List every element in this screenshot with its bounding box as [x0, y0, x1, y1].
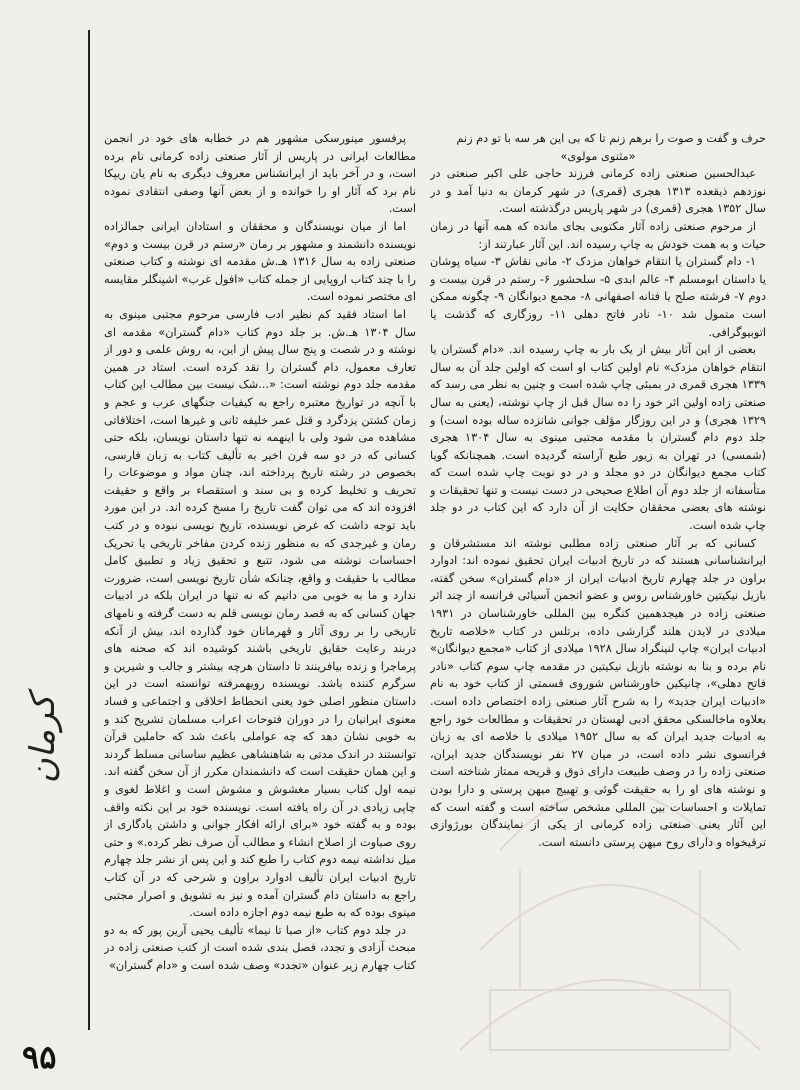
- text-column-left: [104, 130, 416, 1010]
- paragraph: اما از میان نویسندگان و محققان و استادان ایرانی جمالزاده نویسنده دانشمند و مشهور بر رمان «رستم در قرن بیست و دوم» صنعتی زاده به سال ۱۳۱۶ هـ.ش مقدمه ای نوشته و کتاب صنعتی را با چند کتاب اروپایی از جمله کتاب «افول غرب» اشپنگلر مقایسه ای مختصر نموده است.: [104, 219, 416, 304]
- paragraph: بعضی از این آثار بیش از یک بار به چاپ رسیده اند. «دام گستران یا انتقام خواهان مزدک» نام اولین کتاب او است که اولین جلد آن به سال ۱۳۳۹ هجری قمری در بمبئی چاپ شده است و چنین به نظر می رسد که صنعتی زاده اولین اثر خود را ده سال قبل از چاپ نوشته، (یعنی به سال ۱۳۲۹ هجری) و در این روزگار مؤلف جوانی شانزده ساله بوده است) و جلد دوم دام گستران با مقدمه مجتبی مینوی به سال ۱۳۰۴ هجری (شمسی) در تهران به زیور طبع آراسته گردیده است. همچنانکه گویا کتاب مجمع دیوانگان در دو مجلد و در دو نوبت چاپ شده است که متأسفانه از جلد دوم آن اطلاع صحیحی در دست نیست و تنها تحقیقات و نوشته های بعضی محققان حکایت از آن دارد که این کتاب در دو جلد چاپ شده است.: [430, 343, 766, 533]
- poem-source: «مثنوی مولوی»: [560, 149, 636, 163]
- text-column-right: [430, 130, 766, 1010]
- page-number: ۹۵: [22, 1038, 57, 1076]
- paragraph: پرفسور مینورسکی مشهور هم در خطابه های خود در انجمن مطالعات ایرانی در پاریس از آثار صنعتی زاده کرمانی نام برده است، و در آخر باید از ایرانشناس معروف دیگری به نام یان ریپکا نام برد که آثار او را خوانده و از بعض آنها وصفی انتقادی نموده است.: [104, 132, 416, 216]
- paragraph: اما استاد فقید کم نظیر ادب فارسی مرحوم مجتبی مینوی به سال ۱۳۰۴ هـ.ش. بر جلد دوم کتاب «دام گستران» مقدمه ای نوشته و در شصت و پنج سال پیش از این، به روش علمی و دور از تعارف معمول، دام گستران را نقد کرده است. استاد در همین مقدمه جلد دوم نوشته است: «...شک نیست بین مطالب این کتاب با آنچه در تواریخ معتبره راجع به کیفیات جنگهای عرب و عجم و زمان کشتن یزدگرد و قتل عمر خلیفه ثانی و غیرها است، اختلافاتی مشاهده می شود ولی با اینهمه نه تنها داستان نویسان، بلکه حتی کسانی که در دو سه قرن اخیر به تألیف کتاب به زبان فارسی، بخصوص در رشته تاریخ پرداخته اند، چنان مواد و موضوعات را تحریف و تخلیط کرده و بی سند و استقصاء بر واقع و حقیقت افزوده اند که می توان گفت تاریخ را مسخ کرده اند. در این مورد باید توجه داشت که غرض نویسنده، تاریخ نویسی نبوده و در کتب رمان و غیرجدی که به منظور زنده کردن مفاخر تاریخی یا تحریک احساسات نوشته می شود، تتبع و تحقیق زیاد و تطبیق کامل مطالب با حقیقت و واقع، چنانکه شأن تاریخ نویسی است، ضرورت ندارد و ما به خوبی می دانیم که نه تنها در ایران بلکه در ادبیات جهان کسانی که به قصد رمان نویسی قلم به دست گرفته و نامهای تاریخی را بر روی آثار و قهرمانان خود گذارده اند، بیش از آنکه دربند رعایت حقایق تاریخی باشند کوشیده اند که صحنه های پرماجرا و زنده بیافرینند تا داستان هرچه بیشتر و جالب و شیرین و سرگرم کننده باشد. نویسنده رویهمرفته توانسته است در این داستان منظور اصلی خود یعنی انحطاط اخلاقی و اجتماعی و فساد معنوی ایرانیان را در دوران فتوحات اعراب مسلمان تشریح کند و به خوبی نشان دهد که چه عواملی باعث شد که حاملین قرآن توانستند در اندک مدتی به شاهنشاهی عظیم ساسانی مسلط گردند و این همان حقیقت است که دانشمندان مکرر از آن سخن گفته اند. نیمه اول کتاب بسیار مغشوش و مشوش است و اغلاط لغوی و چاپی زیادی در آن راه یافته است. نویسنده خود بر این نکته واقف بوده و به گفته خود «برای ارائه افکار جوانی و داشتن یادگاری از روی صباوت از اصلاح انشاء و مطالب آن صرف نظر کرده.» و حتی میل نداشته نیمه دوم کتاب را طبع کند و این پس از نشر جلد چهارم تاریخ ادبیات ایران تألیف ادوارد براون و شرحی که در آن کتاب راجع به داستان دام گستران آمده و نیز به تشویق و اصرار مجتبی مینوی بوده که به طبع نیمه دوم اجازه داده است.: [104, 307, 416, 920]
- vertical-rule: [88, 30, 90, 1030]
- paragraph: در جلد دوم کتاب «از صبا تا نیما» تألیف یحیی آرین پور که به دو مبحث آزادی و تجدد، فصل بندی شده است از کتب صنعتی زاده در کتاب چهارم زیر عنوان «تجدد» وصف شده است و «دام گستران»: [104, 923, 416, 972]
- paragraph: کسانی که بر آثار صنعتی زاده مطلبی نوشته اند مستشرقان و ایرانشناسانی هستند که در تاریخ ادبیات ایران تحقیق نموده اند: ادوارد براون در جلد چهارم تاریخ ادبیات ایران از «دام گستران» سخن گفته، بازیل نیکیتین خاورشناس روس و عضو انجمن آسیائی فرانسه از چند اثر صنعتی زاده در هیجدهمین کنگره بین المللی خاورشناسان در ۱۹۳۱ میلادی در لایدن هلند گزارشی داده، برتلس در کتاب «خلاصه تاریخ ادبیات ایران» چاپ لنینگراد سال ۱۹۲۸ میلادی از کتاب «مجمع دیوانگان» نام برده و بنا به نوشته بازیل نیکیتین در مقدمه چاپ سوم کتاب «نادر فاتح دهلی»، چانیکین خاورشناس شوروی قسمتی از کتاب خود به نام «ادبیات ایران جدید» را به شرح آثار صنعتی زاده اختصاص داده است. بعلاوه ماخالسکی محقق ادبی لهستان در تحقیقات و مطالعات خود راجع به ادبیات جدید ایران که به سال ۱۹۵۲ میلادی با خلاصه ای به زبان فرانسوی نشر داده است، در میان ۲۷ نفر نویسندگان جدید ایران، صنعتی زاده را در وصف طبیعت دارای ذوق و قریحه ممتاز شناخته است و نوشته های او را به حقیقت گوئی و تهییج میهن پرستی و دارا بودن تمایلات و احساسات بین المللی مشخص ساخته است و گفته است که این آثار یعنی صنعتی زاده کرمانی از یکی از نمایندگان بورژوازی ترقیخواه و دارای روح میهن پرستی دانسته است.: [430, 536, 766, 849]
- kerman-logo: [14, 684, 84, 794]
- logo-text: کرمان: [23, 694, 63, 784]
- paragraph: ۱- دام گستران یا انتقام خواهان مزدک ۲- مانی نقاش ۳- سیاه پوشان یا داستان ابومسلم ۴- عالم ابدی ۵- سلحشور ۶- رستم در قرن بیست و دوم ۷- فرشته صلح یا فتانه اصفهانی ۸- مجمع دیوانگان ۹- چگونه ممکن است متمول شد ۱۰- نادر فاتح دهلی ۱۱- روزگاری که گذشت یا اتوبیوگرافی.: [430, 255, 766, 339]
- paragraph: عبدالحسین صنعتی زاده کرمانی فرزند حاجی علی اکبر صنعتی در نوزدهم ذیقعده ۱۳۱۳ هجری (قمری) در شهر کرمان به دنیا آمد و در سال ۱۳۵۲ هجری (قمری) در شهر پاریس درگذشته است.: [430, 167, 766, 216]
- poem-line: حرف و گفت و صوت را برهم زنم تا که بی این هر سه با تو دم زنم: [456, 132, 766, 145]
- paragraph: از مرحوم صنعتی زاده آثار مکتوبی بجای مانده که همه آنها در زمان حیات و به همت خودش به چاپ رسیده اند. این آثار عبارتند از:: [430, 219, 766, 251]
